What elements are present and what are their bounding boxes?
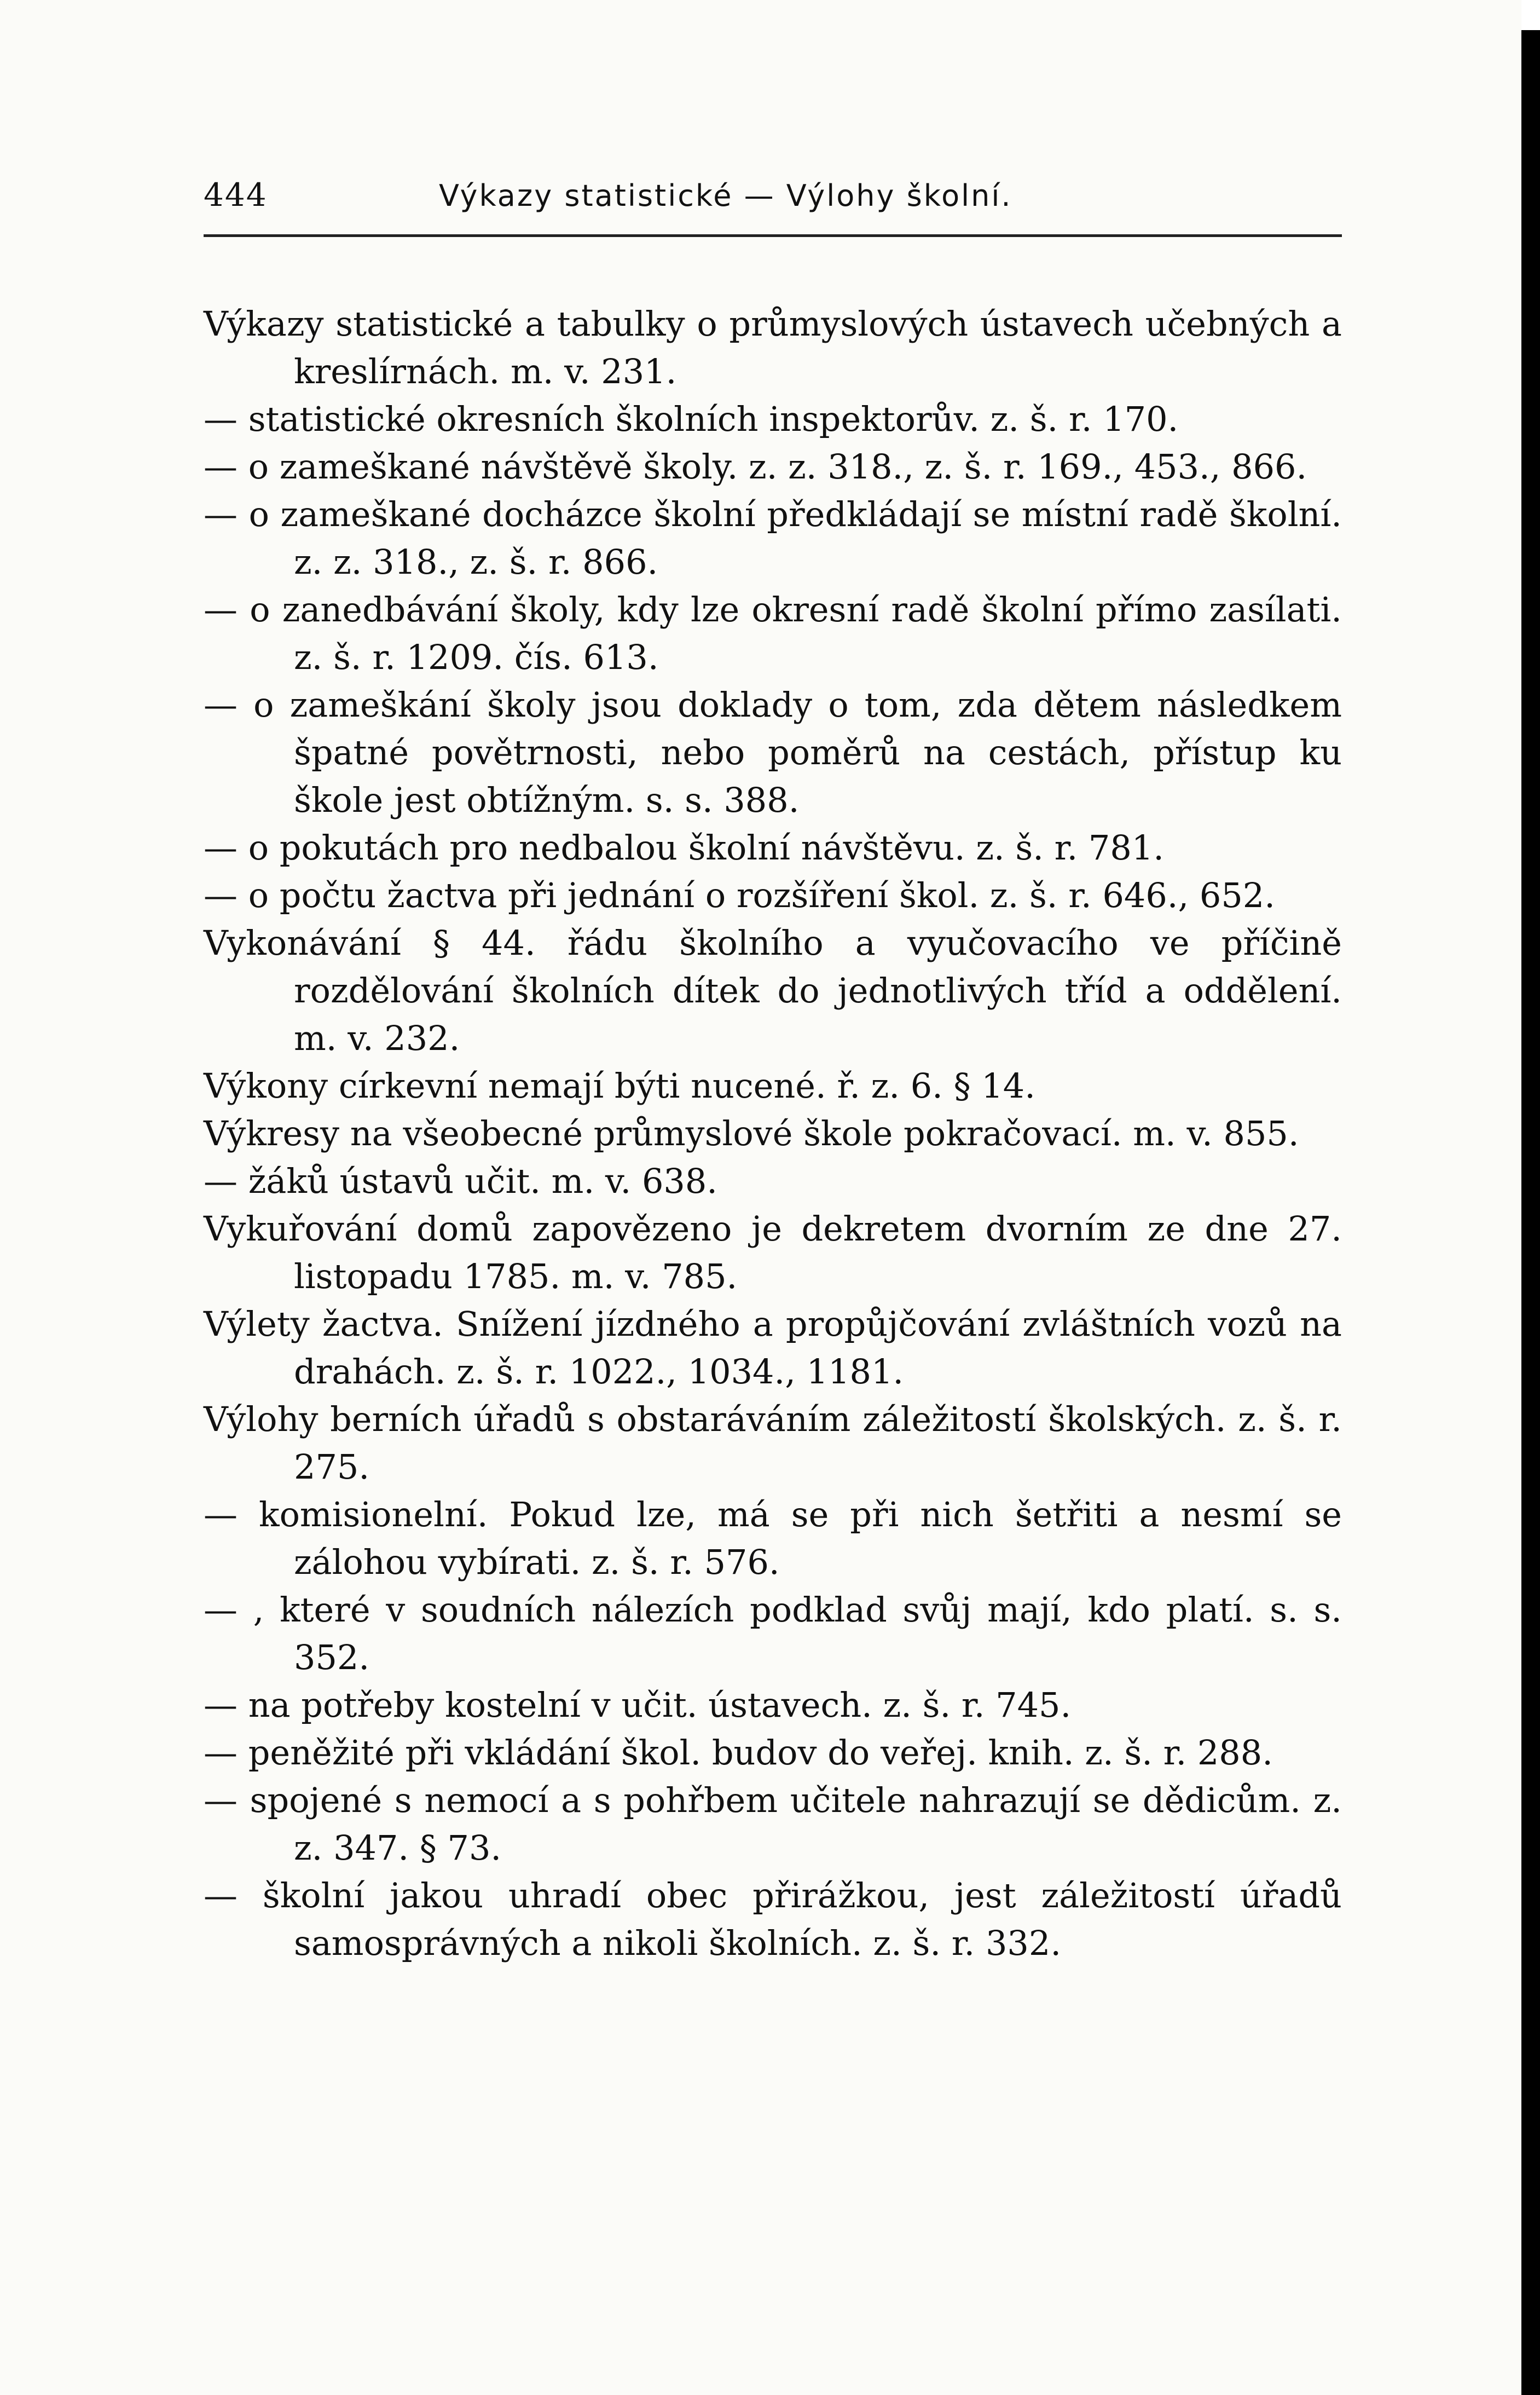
index-subentry: — , které v soudních nálezích podklad svůj mají, kdo platí. s. s. 352. [204, 1590, 1342, 1677]
scan-edge [1521, 0, 1540, 2395]
index-entry: Výkresy na všeobecné průmyslové škole pokračovací. m. v. 855. [204, 1113, 1299, 1153]
index-entry: Výkazy statistické a tabulky o průmyslových ústavech učebných a kreslírnách. m. v. 231. [204, 304, 1342, 391]
index-subentry: — o pokutách pro nedbalou školní návštěvu. z. š. r. 781. [204, 828, 1164, 868]
index-entry: Výkony církevní nemají býti nucené. ř. z. 6. § 14. [204, 1066, 1035, 1106]
page-number: 444 [204, 176, 268, 213]
index-subentry: — žáků ústavů učit. m. v. 638. [204, 1161, 717, 1201]
index-subentry: — o zameškání školy jsou doklady o tom, zda dětem následkem špatné povětrnosti, nebo poměrů na cestách, přístup ku škole jest obtížným. s. s. 388. [204, 685, 1342, 820]
index-subentry: — o počtu žactva při jednání o rozšíření škol. z. š. r. 646., 652. [204, 875, 1275, 915]
header-rule [204, 234, 1342, 237]
index-entry: Vykonávání § 44. řádu školního a vyučovacího ve příčině rozdělování školních dítek do jednotlivých tříd a oddělení. m. v. 232. [204, 923, 1342, 1058]
index-subentry: — o zanedbávání školy, kdy lze okresní radě školní přímo zasílati. z. š. r. 1209. čís. 613. [204, 590, 1342, 677]
index-entry: Vykuřování domů zapovězeno je dekretem dvorním ze dne 27. listopadu 1785. m. v. 785. [204, 1209, 1342, 1296]
page-header [204, 176, 1342, 220]
index-entry: Výlohy berních úřadů s obstaráváním záležitostí školských. z. š. r. 275. [204, 1399, 1342, 1487]
index-subentry: — školní jakou uhradí obec přirážkou, jest záležitostí úřadů samosprávných a nikoli školních. z. š. r. 332. [204, 1875, 1342, 1963]
index-subentry: — o zameškané docházce školní předkládají se místní radě školní. z. z. 318., z. š. r. 866. [204, 494, 1342, 582]
index-subentry: — spojené s nemocí a s pohřbem učitele nahrazují se dědicům. z. z. 347. § 73. [204, 1780, 1342, 1868]
index-subentry: — komisionelní. Pokud lze, má se při nich šetřiti a nesmí se zálohou vybírati. z. š. r. 576. [204, 1494, 1342, 1582]
index-subentry: — o zameškané návštěvě školy. z. z. 318., z. š. r. 169., 453., 866. [204, 447, 1307, 487]
index-entries [204, 300, 1342, 1967]
scan-edge-mark [1521, 0, 1540, 30]
index-subentry: — statistické okresních školních inspektorův. z. š. r. 170. [204, 399, 1179, 439]
index-subentry: — na potřeby kostelní v učit. ústavech. z. š. r. 745. [204, 1685, 1072, 1725]
index-subentry: — peněžité při vkládání škol. budov do veřej. knih. z. š. r. 288. [204, 1733, 1273, 1773]
running-title: Výkazy statistické — Výlohy školní. [439, 178, 1012, 213]
index-entry: Výlety žactva. Snížení jízdného a propůjčování zvláštních vozů na drahách. z. š. r. 1022., 1034., 1181. [204, 1304, 1342, 1392]
